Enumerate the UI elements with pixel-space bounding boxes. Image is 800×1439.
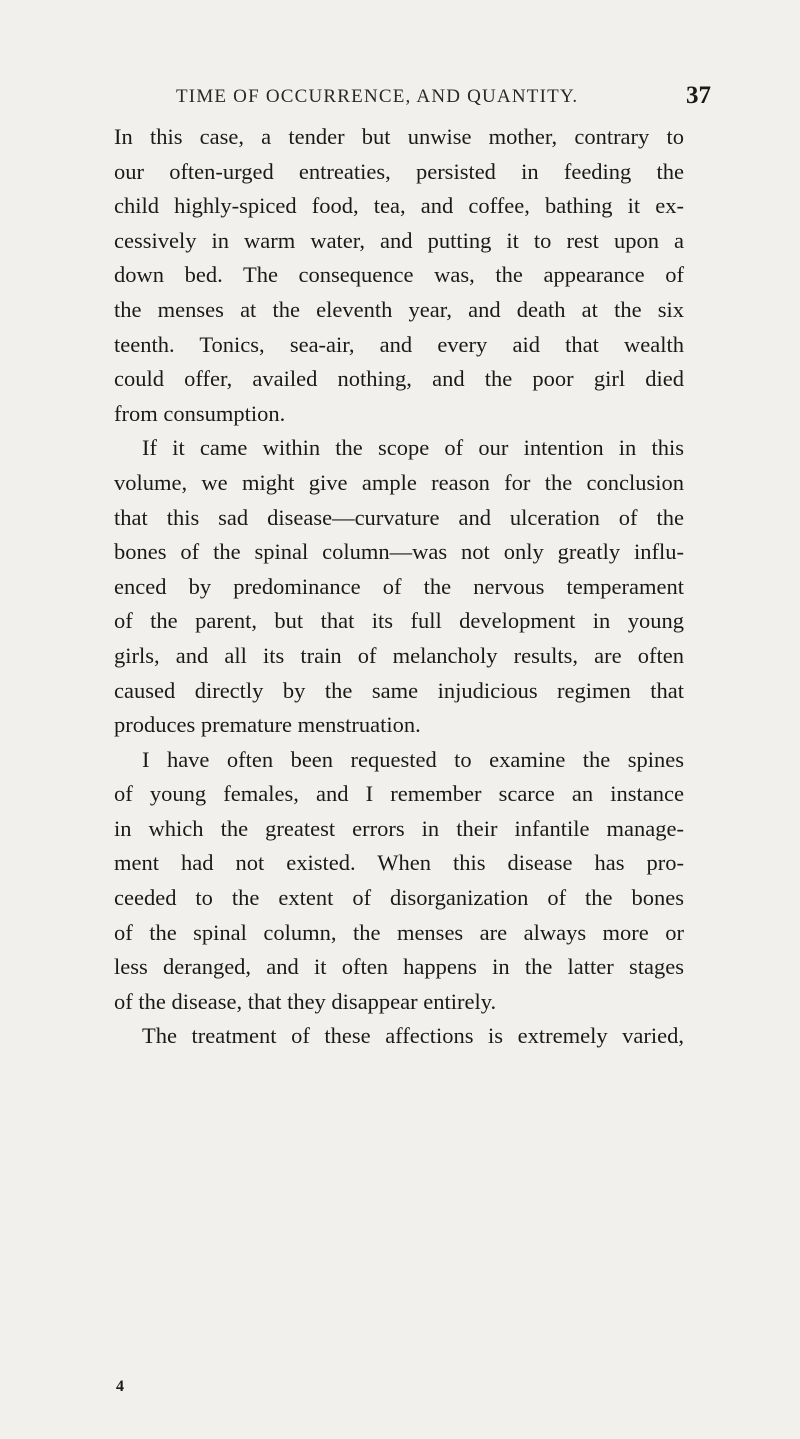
text-line: caused directly by the same injudicious regimen that <box>114 677 684 703</box>
text-line: The treatment of these affections is extremely varied, <box>142 1023 684 1049</box>
text-line: cessively in warm water, and putting it to rest upon a <box>114 227 684 253</box>
text-line: of the spinal column, the menses are always more or <box>114 919 684 945</box>
text-line: child highly-spiced food, tea, and coffee, bathing it ex- <box>114 193 684 219</box>
text-line: girls, and all its train of melancholy results, are often <box>114 642 684 668</box>
text-line: In this case, a tender but unwise mother, contrary to <box>114 124 684 149</box>
text-line: could offer, availed nothing, and the poor girl died <box>114 366 684 392</box>
text-line: teenth. Tonics, sea-air, and every aid that wealth <box>114 331 684 357</box>
text-line: of the disease, that they disappear entirely. <box>114 988 497 1014</box>
text-line: produces premature menstruation. <box>114 712 421 738</box>
text-line: ceeded to the extent of disorganization of the bones <box>114 885 684 911</box>
text-line: I have often been requested to examine the spines <box>142 746 684 772</box>
text-line: less deranged, and it often happens in the latter stages <box>114 954 684 980</box>
page-number: 37 <box>686 82 711 109</box>
text-line: down bed. The consequence was, the appearance of <box>114 262 684 288</box>
body-text <box>114 120 684 1054</box>
text-line: ment had not existed. When this disease has pro- <box>114 850 684 876</box>
text-line: the menses at the eleventh year, and death at the six <box>114 296 684 322</box>
text-line: of young females, and I remember scarce an instance <box>114 781 684 807</box>
text-line: bones of the spinal column—was not only greatly influ- <box>114 539 684 565</box>
running-head: TIME OF OCCURRENCE, AND QUANTITY. <box>176 86 579 107</box>
signature-mark: 4 <box>116 1378 124 1395</box>
text-line: If it came within the scope of our intention in this <box>142 435 684 461</box>
text-line: in which the greatest errors in their infantile manage- <box>114 815 684 841</box>
text-line: that this sad disease—curvature and ulceration of the <box>114 504 684 530</box>
text-line: enced by predominance of the nervous temperament <box>114 573 684 599</box>
text-line: our often-urged entreaties, persisted in feeding the <box>114 158 684 184</box>
text-line: of the parent, but that its full development in young <box>114 608 684 634</box>
text-line: from consumption. <box>114 400 286 426</box>
text-line: volume, we might give ample reason for the conclusion <box>114 469 684 495</box>
